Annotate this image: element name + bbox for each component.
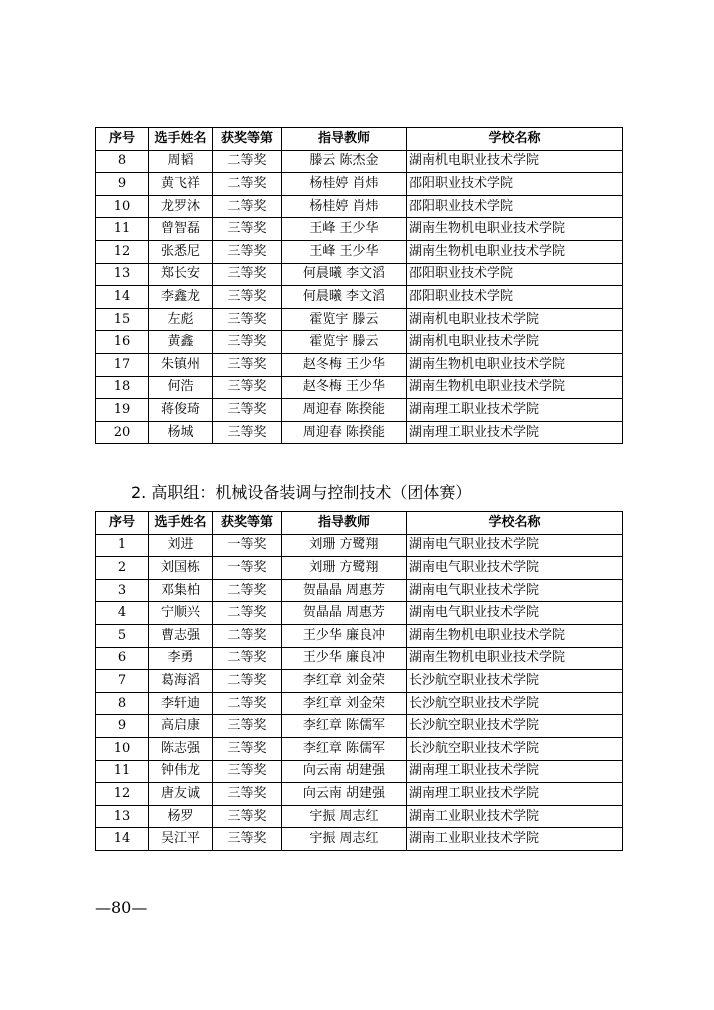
- cell-teacher: 赵冬梅 王少华: [282, 376, 407, 399]
- cell-award: 一等奖: [213, 534, 282, 557]
- cell-award: 三等奖: [213, 828, 282, 851]
- cell-award: 一等奖: [213, 557, 282, 580]
- cell-teacher: 何晨曦 李文滔: [282, 263, 407, 286]
- cell-name: 葛海滔: [149, 670, 213, 693]
- cell-name: 高启康: [149, 715, 213, 738]
- cell-teacher: 周迎春 陈揆能: [282, 399, 407, 422]
- cell-award: 二等奖: [213, 579, 282, 602]
- header-award: 获奖等第: [213, 512, 282, 535]
- cell-teacher: 何晨曦 李文滔: [282, 286, 407, 309]
- table-header-row: [96, 512, 623, 535]
- cell-name: 黄鑫: [149, 331, 213, 354]
- table-row: [96, 240, 623, 263]
- cell-teacher: 赵冬梅 王少华: [282, 353, 407, 376]
- table-row: [96, 308, 623, 331]
- cell-name: 钟伟龙: [149, 760, 213, 783]
- cell-no: 7: [96, 670, 149, 693]
- table-row: [96, 376, 623, 399]
- cell-school: 邵阳职业技术学院: [407, 195, 623, 218]
- cell-teacher: 李红章 陈儒军: [282, 715, 407, 738]
- header-name: 选手姓名: [149, 512, 213, 535]
- cell-teacher: 宇振 周志红: [282, 805, 407, 828]
- table-row: [96, 195, 623, 218]
- cell-no: 9: [96, 715, 149, 738]
- cell-no: 14: [96, 286, 149, 309]
- cell-school: 湖南生物机电职业技术学院: [407, 647, 623, 670]
- cell-school: 湖南电气职业技术学院: [407, 557, 623, 580]
- header-school: 学校名称: [407, 128, 623, 151]
- cell-no: 6: [96, 647, 149, 670]
- cell-school: 湖南生物机电职业技术学院: [407, 218, 623, 241]
- cell-school: 湖南生物机电职业技术学院: [407, 624, 623, 647]
- cell-name: 唐友诚: [149, 783, 213, 806]
- cell-name: 左彪: [149, 308, 213, 331]
- cell-name: 张悉尼: [149, 240, 213, 263]
- header-school: 学校名称: [407, 512, 623, 535]
- cell-no: 16: [96, 331, 149, 354]
- cell-school: 湖南机电职业技术学院: [407, 331, 623, 354]
- cell-no: 8: [96, 692, 149, 715]
- cell-school: 长沙航空职业技术学院: [407, 670, 623, 693]
- cell-school: 湖南工业职业技术学院: [407, 828, 623, 851]
- cell-name: 龙罗沐: [149, 195, 213, 218]
- cell-no: 4: [96, 602, 149, 625]
- cell-no: 9: [96, 173, 149, 196]
- cell-name: 曹志强: [149, 624, 213, 647]
- table-row: [96, 760, 623, 783]
- cell-no: 19: [96, 399, 149, 422]
- cell-name: 吴江平: [149, 828, 213, 851]
- cell-no: 14: [96, 828, 149, 851]
- cell-teacher: 刘珊 方鹭翔: [282, 534, 407, 557]
- cell-no: 3: [96, 579, 149, 602]
- cell-name: 朱镇州: [149, 353, 213, 376]
- cell-school: 邵阳职业技术学院: [407, 286, 623, 309]
- cell-no: 15: [96, 308, 149, 331]
- cell-name: 杨城: [149, 421, 213, 444]
- cell-name: 陈志强: [149, 737, 213, 760]
- cell-award: 三等奖: [213, 308, 282, 331]
- cell-teacher: 贺晶晶 周惠芳: [282, 579, 407, 602]
- cell-name: 周韬: [149, 150, 213, 173]
- table-row: [96, 331, 623, 354]
- cell-award: 三等奖: [213, 805, 282, 828]
- cell-teacher: 王峰 王少华: [282, 218, 407, 241]
- cell-teacher: 滕云 陈杰金: [282, 150, 407, 173]
- cell-teacher: 刘珊 方鹭翔: [282, 557, 407, 580]
- cell-award: 二等奖: [213, 602, 282, 625]
- table-row: [96, 218, 623, 241]
- cell-school: 湖南理工职业技术学院: [407, 783, 623, 806]
- table-row: [96, 624, 623, 647]
- cell-name: 黄飞祥: [149, 173, 213, 196]
- table-row: [96, 399, 623, 422]
- cell-no: 13: [96, 263, 149, 286]
- award-table-2: [95, 511, 623, 851]
- cell-school: 长沙航空职业技术学院: [407, 715, 623, 738]
- cell-no: 1: [96, 534, 149, 557]
- cell-name: 刘进: [149, 534, 213, 557]
- cell-teacher: 李红章 陈儒军: [282, 737, 407, 760]
- cell-no: 13: [96, 805, 149, 828]
- cell-no: 5: [96, 624, 149, 647]
- cell-award: 三等奖: [213, 331, 282, 354]
- table-row: [96, 534, 623, 557]
- table-row: [96, 715, 623, 738]
- cell-school: 长沙航空职业技术学院: [407, 737, 623, 760]
- table-row: [96, 805, 623, 828]
- cell-name: 李鑫龙: [149, 286, 213, 309]
- cell-teacher: 霍览宇 滕云: [282, 308, 407, 331]
- cell-award: 三等奖: [213, 760, 282, 783]
- table-row: [96, 173, 623, 196]
- table-row: [96, 263, 623, 286]
- table-row: [96, 353, 623, 376]
- cell-school: 湖南生物机电职业技术学院: [407, 353, 623, 376]
- cell-no: 2: [96, 557, 149, 580]
- cell-no: 18: [96, 376, 149, 399]
- cell-name: 李轩迪: [149, 692, 213, 715]
- cell-teacher: 向云南 胡建强: [282, 760, 407, 783]
- table-row: [96, 737, 623, 760]
- cell-award: 三等奖: [213, 218, 282, 241]
- table-header-row: [96, 128, 623, 151]
- cell-school: 湖南生物机电职业技术学院: [407, 376, 623, 399]
- cell-school: 邵阳职业技术学院: [407, 173, 623, 196]
- cell-no: 11: [96, 760, 149, 783]
- header-teacher: 指导教师: [282, 512, 407, 535]
- cell-award: 三等奖: [213, 737, 282, 760]
- cell-award: 三等奖: [213, 263, 282, 286]
- cell-school: 湖南工业职业技术学院: [407, 805, 623, 828]
- cell-award: 二等奖: [213, 670, 282, 693]
- table-row: [96, 150, 623, 173]
- header-no: 序号: [96, 128, 149, 151]
- table-row: [96, 828, 623, 851]
- cell-award: 三等奖: [213, 240, 282, 263]
- section-title: 2. 高职组：机械设备装调与控制技术（团体赛）: [131, 483, 472, 502]
- cell-award: 二等奖: [213, 150, 282, 173]
- cell-no: 12: [96, 240, 149, 263]
- table-row: [96, 421, 623, 444]
- cell-teacher: 杨桂婷 肖炜: [282, 195, 407, 218]
- cell-name: 郑长安: [149, 263, 213, 286]
- cell-name: 刘国栋: [149, 557, 213, 580]
- cell-award: 二等奖: [213, 624, 282, 647]
- cell-name: 李勇: [149, 647, 213, 670]
- cell-award: 三等奖: [213, 353, 282, 376]
- header-award: 获奖等第: [213, 128, 282, 151]
- cell-no: 17: [96, 353, 149, 376]
- cell-award: 三等奖: [213, 399, 282, 422]
- cell-no: 20: [96, 421, 149, 444]
- page-number: —80—: [95, 898, 148, 917]
- cell-teacher: 向云南 胡建强: [282, 783, 407, 806]
- header-teacher: 指导教师: [282, 128, 407, 151]
- cell-award: 二等奖: [213, 692, 282, 715]
- cell-award: 三等奖: [213, 715, 282, 738]
- cell-teacher: 李红章 刘金荣: [282, 692, 407, 715]
- cell-school: 湖南理工职业技术学院: [407, 399, 623, 422]
- cell-school: 湖南理工职业技术学院: [407, 421, 623, 444]
- cell-teacher: 霍览宇 滕云: [282, 331, 407, 354]
- cell-school: 湖南生物机电职业技术学院: [407, 240, 623, 263]
- table-row: [96, 557, 623, 580]
- cell-award: 二等奖: [213, 173, 282, 196]
- cell-teacher: 王峰 王少华: [282, 240, 407, 263]
- cell-name: 蒋俊琦: [149, 399, 213, 422]
- cell-award: 三等奖: [213, 783, 282, 806]
- cell-school: 邵阳职业技术学院: [407, 263, 623, 286]
- cell-award: 二等奖: [213, 195, 282, 218]
- header-no: 序号: [96, 512, 149, 535]
- table-row: [96, 670, 623, 693]
- table-row: [96, 602, 623, 625]
- cell-school: 湖南电气职业技术学院: [407, 579, 623, 602]
- cell-teacher: 周迎春 陈揆能: [282, 421, 407, 444]
- cell-award: 二等奖: [213, 647, 282, 670]
- cell-name: 杨罗: [149, 805, 213, 828]
- award-table-1: [95, 127, 623, 444]
- cell-school: 湖南机电职业技术学院: [407, 150, 623, 173]
- cell-no: 10: [96, 737, 149, 760]
- cell-school: 湖南机电职业技术学院: [407, 308, 623, 331]
- cell-no: 8: [96, 150, 149, 173]
- cell-no: 10: [96, 195, 149, 218]
- cell-award: 三等奖: [213, 376, 282, 399]
- cell-teacher: 杨桂婷 肖炜: [282, 173, 407, 196]
- cell-no: 12: [96, 783, 149, 806]
- cell-teacher: 王少华 廉良冲: [282, 624, 407, 647]
- cell-name: 曾智磊: [149, 218, 213, 241]
- cell-teacher: 贺晶晶 周惠芳: [282, 602, 407, 625]
- cell-teacher: 王少华 廉良冲: [282, 647, 407, 670]
- cell-teacher: 宇振 周志红: [282, 828, 407, 851]
- table-row: [96, 783, 623, 806]
- cell-name: 宁顺兴: [149, 602, 213, 625]
- table-row: [96, 579, 623, 602]
- table-row: [96, 286, 623, 309]
- table-row: [96, 692, 623, 715]
- cell-name: 何浩: [149, 376, 213, 399]
- header-name: 选手姓名: [149, 128, 213, 151]
- cell-school: 长沙航空职业技术学院: [407, 692, 623, 715]
- cell-school: 湖南理工职业技术学院: [407, 760, 623, 783]
- cell-school: 湖南电气职业技术学院: [407, 602, 623, 625]
- cell-name: 邓集柏: [149, 579, 213, 602]
- table-row: [96, 647, 623, 670]
- cell-school: 湖南电气职业技术学院: [407, 534, 623, 557]
- cell-award: 三等奖: [213, 421, 282, 444]
- cell-award: 三等奖: [213, 286, 282, 309]
- cell-no: 11: [96, 218, 149, 241]
- cell-teacher: 李红章 刘金荣: [282, 670, 407, 693]
